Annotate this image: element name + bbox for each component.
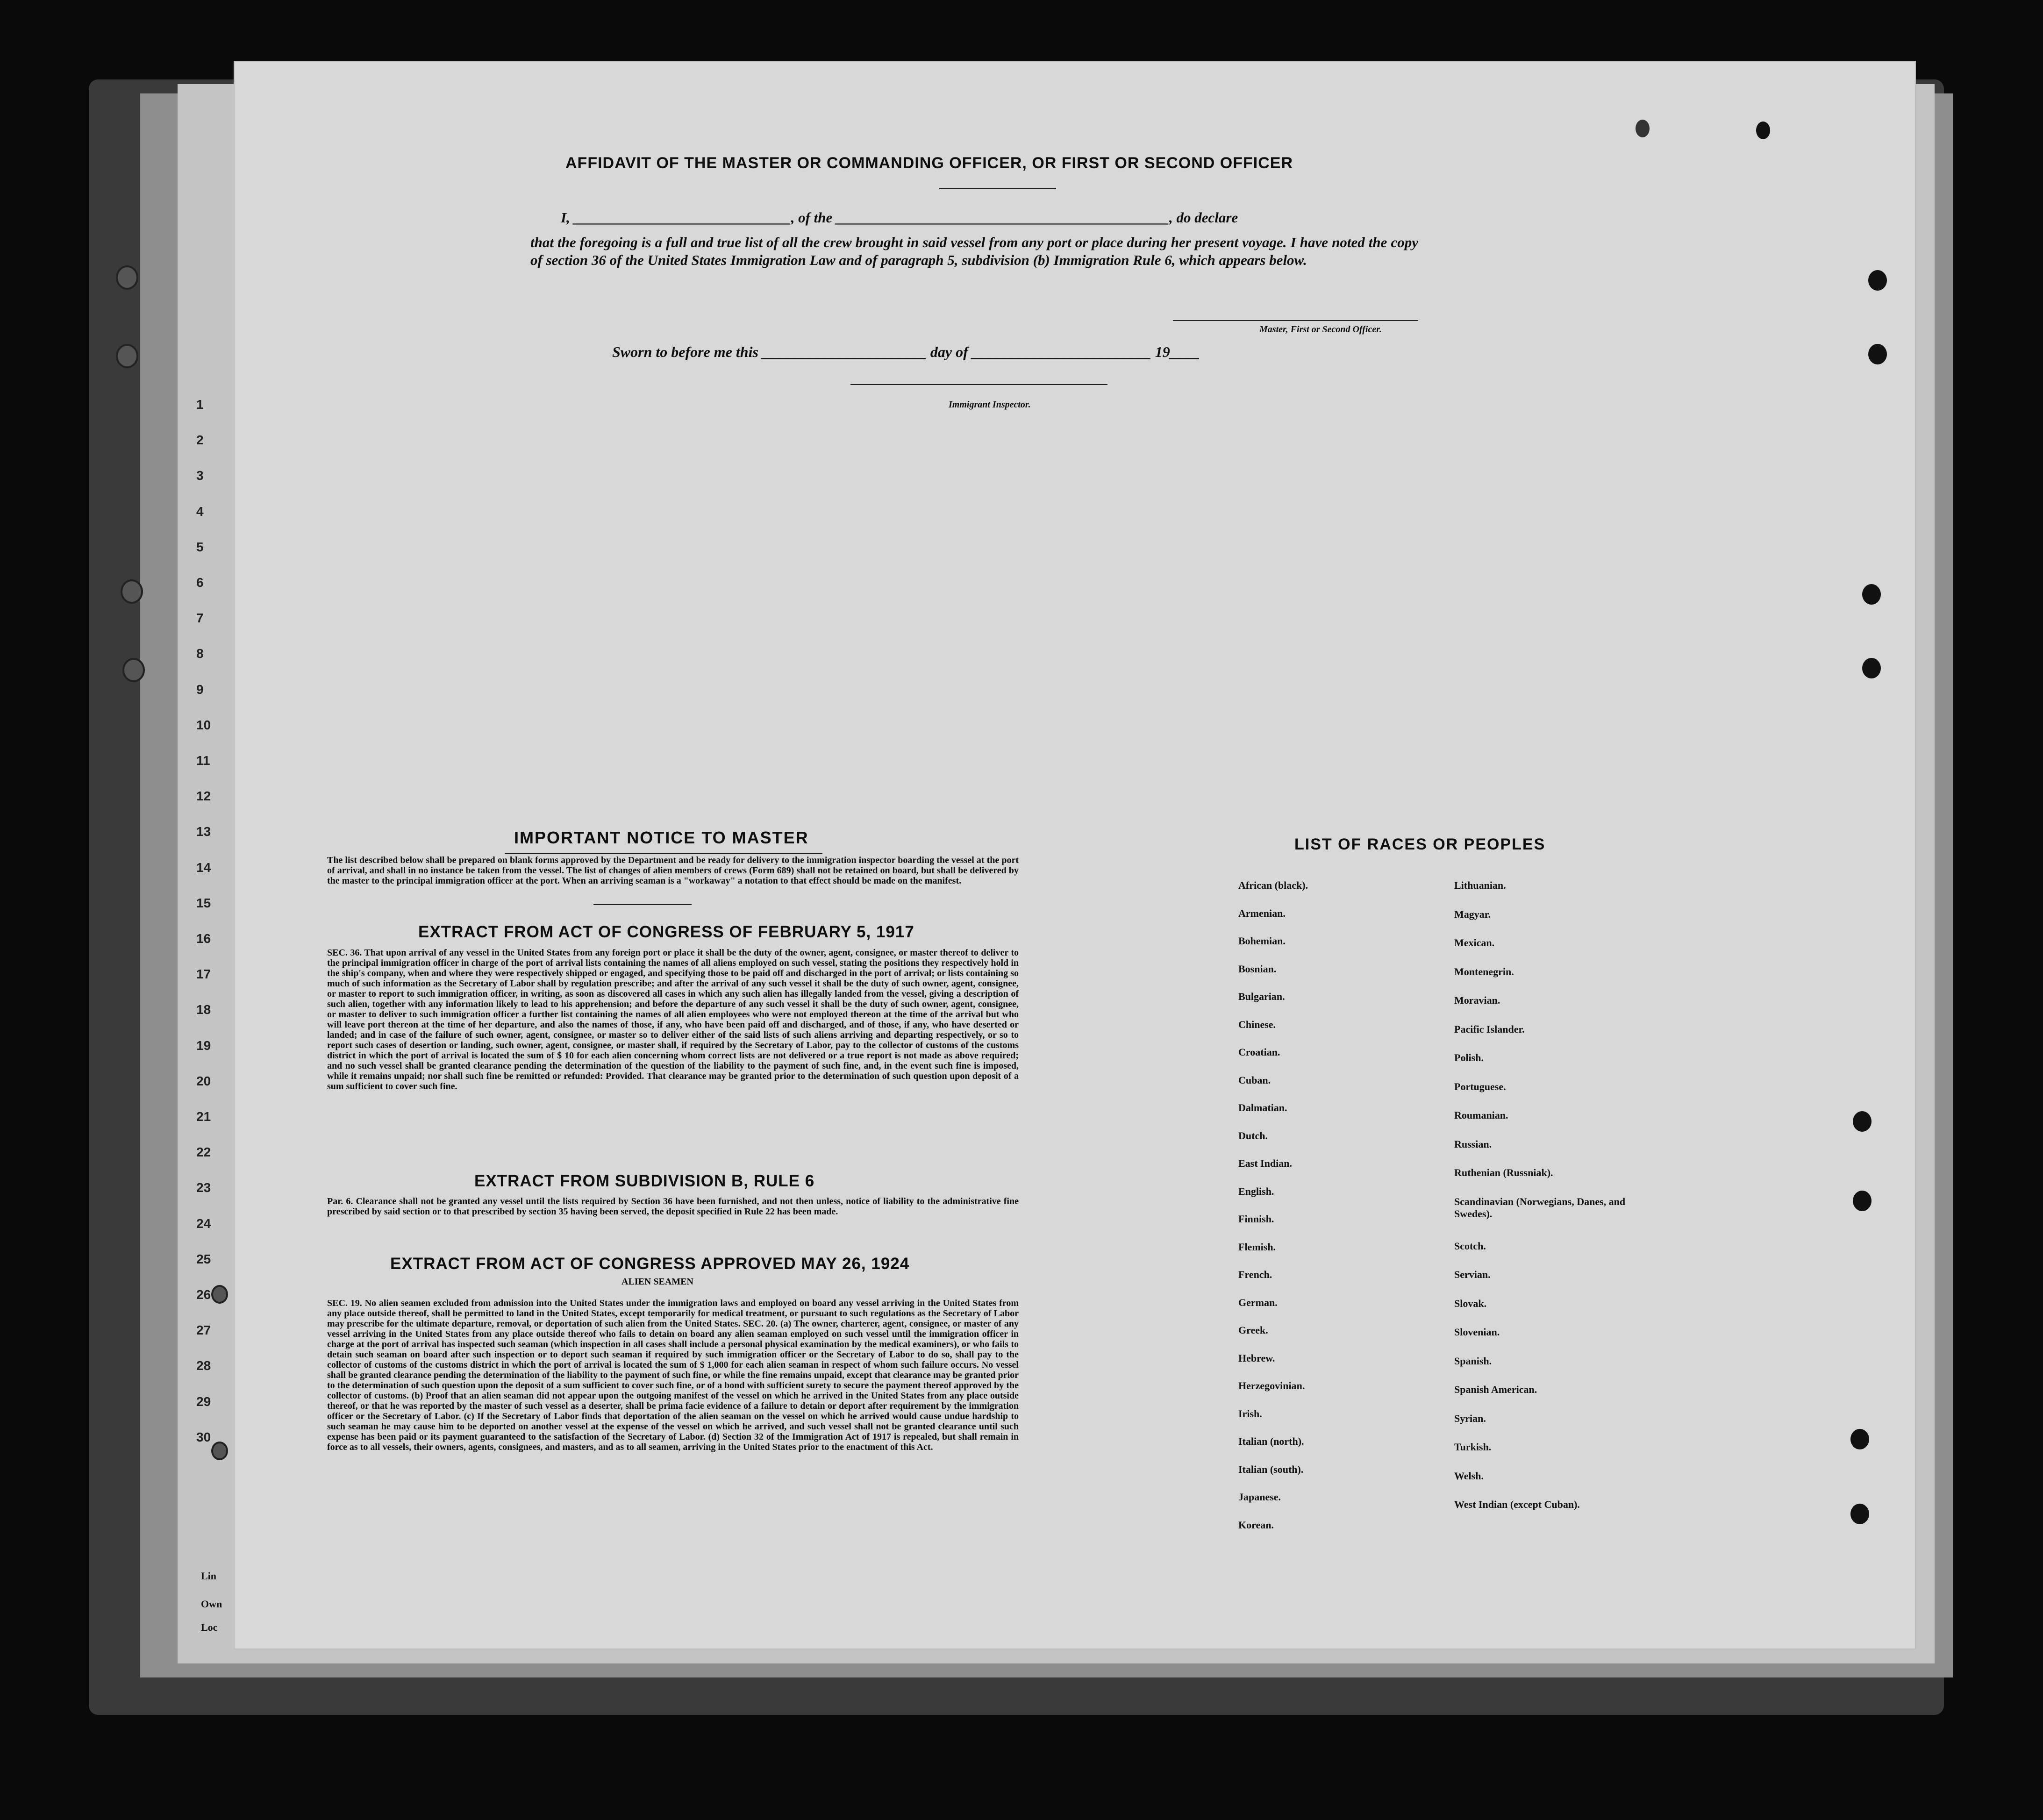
race-item-left: Greek. xyxy=(1238,1324,1268,1336)
race-item-left: Croatian. xyxy=(1238,1046,1280,1058)
row-number: 26 xyxy=(196,1287,211,1302)
row-number: 3 xyxy=(196,468,204,483)
race-item-left: Bosnian. xyxy=(1238,963,1277,975)
row-number: 12 xyxy=(196,789,211,804)
row-number: 19 xyxy=(196,1038,211,1053)
race-item-left: Bohemian. xyxy=(1238,935,1286,947)
race-item-right: Scotch. xyxy=(1454,1240,1486,1252)
extract-rule6-body: Par. 6. Clearance shall not be granted any vessel until the lists required by Section 36 have been furnished, and not then unless, notice of liability to the administrative fine prescribed by said section or to that prescribed by section 35 having been served, the deposit specified in Rule 22 has been made. xyxy=(327,1196,1019,1217)
binder-hole-icon xyxy=(1868,344,1887,364)
race-item-right: Moravian. xyxy=(1454,994,1500,1006)
race-item-right: Ruthenian (Russniak). xyxy=(1454,1167,1553,1178)
row-number: 7 xyxy=(196,611,204,626)
inspector-signature-line xyxy=(850,384,1107,385)
punch-hole-icon xyxy=(1636,120,1650,137)
race-item-left: French. xyxy=(1238,1269,1272,1280)
race-item-left: Cuban. xyxy=(1238,1074,1271,1086)
race-item-left: Armenian. xyxy=(1238,907,1286,919)
race-item-right: Syrian. xyxy=(1454,1412,1486,1424)
notice-divider xyxy=(593,904,692,905)
race-item-left: English. xyxy=(1238,1185,1274,1197)
binder-hole-icon xyxy=(1853,1191,1872,1211)
binder-hole-icon xyxy=(116,344,138,368)
race-item-right: Montenegrin. xyxy=(1454,965,1514,978)
notice-title: IMPORTANT NOTICE TO MASTER xyxy=(514,828,809,847)
race-item-left: Italian (north). xyxy=(1238,1435,1304,1447)
inspector-label: Immigrant Inspector. xyxy=(949,400,1031,410)
race-item-left: Dutch. xyxy=(1238,1129,1268,1142)
notice-body: The list described below shall be prepared on blank forms approved by the Department and be ready for delivery to the immigration inspector boarding the vessel at the port of arrival, and shall in no instance be taken from the vessel. The list of changes of alien members of crews (Form 689) shall not be retained on board, but shall be delivered by the master to the principal immigration officer at the port. When an arriving seaman is a "workaway" a notation to that effect should be made on the manifest. xyxy=(327,855,1019,886)
binder-hole-icon xyxy=(1868,270,1887,291)
extract-1917-body: SEC. 36. That upon arrival of any vessel in the United States from any foreign port or place it shall be the duty of the owner, agent, consignee, or master thereof to deliver to the principal immigration officer in charge of the port of arrival lists containing the names of all aliens employed on such vessel, stating the positions they respectively hold in the ship's company, when and where they were respectively shipped or engaged, and specifying those to be paid off and discharged in the port of arrival; or lists containing so much of such information as the Secretary of Labor shall by regulation prescribe; and after the arrival of any such vessel it shall be the duty of such owner, agent, consignee, or master to report to such immigration officer, in writing, as soon as discovered all cases in which any such alien has illegally landed from the vessel, giving a description of such alien, together with any information likely to lead to his apprehension; and before the departure of any such vessel it shall be the duty of such owner, agent, consignee, or master to deliver to such immigration officer a further list containing the names of all alien employees who were not employed thereon at the time of the arrival but who will leave port thereon at the time of her departure, and also the names of those, if any, who have been paid off and discharged, and of those, if any, who have deserted or landed; and in case of the failure of such owner, agent, consignee, or master so to deliver either of the said lists of such aliens arriving and departing respectively, or so to report such cases of desertion or landing, such owner, agent, consignee, or master shall, if required by the Secretary of Labor, pay to the collector of customs of the customs district in which the port of arrival is located the sum of $ 10 for each alien concerning whom correct lists are not delivered or a true report is not made as above required; and no such vessel shall be granted clearance pending the determination of the question of the liability to the payment of such fine, and, in the event such fine is imposed, while it remains unpaid; nor shall such fine be remitted or refunded: Provided. That clearance may be granted prior to the determination of such question upon deposit of a sum sufficient to cover such fine. xyxy=(327,948,1019,1092)
row-number: 4 xyxy=(196,504,204,519)
race-item-right: Pacific Islander. xyxy=(1454,1023,1525,1035)
race-item-left: Chinese. xyxy=(1238,1018,1276,1030)
race-item-right: Russian. xyxy=(1454,1138,1492,1150)
binder-hole-icon xyxy=(1850,1429,1869,1449)
row-number: 8 xyxy=(196,646,204,661)
race-item-left: German. xyxy=(1238,1296,1278,1308)
row-number: 27 xyxy=(196,1323,211,1338)
race-item-left: Hebrew. xyxy=(1238,1352,1275,1364)
race-item-left: Bulgarian. xyxy=(1238,991,1285,1002)
row-number: 17 xyxy=(196,967,211,982)
race-item-right: West Indian (except Cuban). xyxy=(1454,1499,1580,1511)
punch-hole-icon xyxy=(1756,121,1770,139)
row-number: 18 xyxy=(196,1002,211,1017)
binder-hole-icon xyxy=(211,1442,228,1460)
title-underline xyxy=(939,188,1056,189)
row-number: 10 xyxy=(196,717,211,732)
underlying-row-numbers xyxy=(196,397,234,1612)
extract-1924-subtitle: ALIEN SEAMEN xyxy=(621,1277,693,1287)
extract-rule6-title: EXTRACT FROM SUBDIVISION B, RULE 6 xyxy=(474,1172,815,1190)
race-item-left: African (black). xyxy=(1238,879,1308,891)
binder-hole-icon xyxy=(1862,584,1881,605)
sworn-line: Sworn to before me this ______________________ day of ________________________ 19____ xyxy=(612,343,1200,360)
notice-underline xyxy=(505,853,822,854)
race-item-right: Servian. xyxy=(1454,1269,1491,1281)
binder-hole-icon xyxy=(121,579,143,604)
row-number: 15 xyxy=(196,895,211,910)
row-number: 11 xyxy=(196,753,210,768)
race-item-right: Spanish American. xyxy=(1454,1384,1537,1396)
row-number: 30 xyxy=(196,1429,211,1444)
race-item-right: Lithuanian. xyxy=(1454,879,1506,891)
extract-1924-title: EXTRACT FROM ACT OF CONGRESS APPROVED MAY 26, 1924 xyxy=(390,1255,910,1273)
race-item-right: Welsh. xyxy=(1454,1470,1484,1482)
affidavit-title: AFFIDAVIT OF THE MASTER OR COMMANDING OFFICER, OR FIRST OR SECOND OFFICER xyxy=(565,154,1293,172)
binder-hole-icon xyxy=(1862,658,1881,678)
row-number: 5 xyxy=(196,539,204,554)
row-number: 2 xyxy=(196,433,204,448)
extract-1924-body: SEC. 19. No alien seamen excluded from admission into the United States under the immigration laws and employed on board any vessel arriving in the United States from any place outside thereof, shall be permitted to land in the United States, except temporarily for medical treatment, or pursuant to such regulations as the Secretary of Labor may prescribe for the ultimate departure, removal, or deportation of such alien from the United States. SEC. 20. (a) The owner, charterer, agent, consignee, or master of any vessel arriving in the United States from any place outside thereof who fails to detain on board any alien seaman employed on such vessel until the immigration officer in charge at the port of arrival has inspected such seaman (which inspection in all cases shall include a personal physical examination by the medical examiners), or who fails to detain such seaman on board after such inspection or to deport such seaman if required by such immigration officer or the Secretary of Labor to do so, shall pay to the collector of customs of the customs district in which the port of arrival is located the sum of $ 1,000 for each alien seaman in respect of whom such failure occurs. No vessel shall be granted clearance pending the determination of the liability to the payment of such fine, or while the fine remains unpaid, except that clearance may be granted prior to the determination of such question upon the deposit of a sum sufficient to cover such fine, or of a bond with sufficient surety to secure the payment thereof approved by the collector of customs. (b) Proof that an alien seaman did not appear upon the outgoing manifest of the vessel on which he arrived in the United States from any place outside thereof, or that he was reported by the master of such vessel as a deserter, shall be prima facie evidence of a failure to detain or deport after requirement by the immigration officer or the Secretary of Labor. (c) If the Secretary of Labor finds that deportation of the alien seaman on the vessel on which he arrived would cause undue hardship to such seaman he may cause him to be deported on another vessel at the expense of the vessel on which he arrived, and such vessel shall not be granted clearance until such expense has been paid or its payment guaranteed to the satisfaction of the Secretary of Labor. (d) Section 32 of the Immigration Act of 1917 is repealed, but shall remain in force as to all vessels, their owners, agents, consignees, and masters, and as to all seamen, arriving in the United States prior to the enactment of this Act. xyxy=(327,1298,1019,1452)
affidavit-body: that the foregoing is a full and true list of all the crew brought in said vessel from any port or place during her present voyage. I have noted the copy of section 36 of the United States Immigration Law and of paragraph 5, subdivision (b) Immigration Rule 6, which appears below. xyxy=(530,234,1418,268)
binder-hole-icon xyxy=(211,1285,228,1304)
margin-label-line: Lin xyxy=(201,1570,217,1582)
race-item-right: Spanish. xyxy=(1454,1355,1492,1367)
row-number: 14 xyxy=(196,860,211,875)
margin-label-owner: Own xyxy=(201,1598,222,1610)
race-item-left: Herzegovinian. xyxy=(1238,1380,1305,1392)
binder-hole-icon xyxy=(116,265,138,290)
race-item-right: Roumanian. xyxy=(1454,1109,1508,1121)
race-item-right: Magyar. xyxy=(1454,908,1491,920)
binder-hole-icon xyxy=(1850,1504,1869,1524)
binder-hole-icon xyxy=(122,658,145,682)
row-number: 29 xyxy=(196,1394,211,1409)
binder-hole-icon xyxy=(1853,1111,1872,1132)
race-item-right: Slovak. xyxy=(1454,1297,1487,1309)
declaration-line: I, ______________________________, of the ______________________________________________, do declare xyxy=(561,209,1238,226)
race-item-right: Turkish. xyxy=(1454,1441,1492,1453)
row-number: 22 xyxy=(196,1145,211,1160)
master-signature-label: Master, First or Second Officer. xyxy=(1259,324,1382,335)
row-number: 13 xyxy=(196,824,211,839)
margin-label-loc: Loc xyxy=(201,1621,218,1633)
race-item-right: Portuguese. xyxy=(1454,1080,1506,1092)
row-number: 20 xyxy=(196,1073,211,1088)
row-number: 23 xyxy=(196,1180,211,1195)
race-item-right: Slovenian. xyxy=(1454,1326,1500,1338)
races-title: LIST OF RACES OR PEOPLES xyxy=(1294,835,1546,853)
race-item-left: Italian (south). xyxy=(1238,1463,1304,1475)
row-number: 21 xyxy=(196,1109,211,1124)
row-number: 25 xyxy=(196,1251,211,1266)
row-number: 24 xyxy=(196,1216,211,1231)
race-item-right: Mexican. xyxy=(1454,937,1495,949)
signature-line xyxy=(1173,320,1418,321)
race-item-left: Korean. xyxy=(1238,1519,1274,1531)
race-item-left: Japanese. xyxy=(1238,1491,1281,1503)
row-number: 9 xyxy=(196,682,204,697)
race-item-left: Flemish. xyxy=(1238,1241,1276,1253)
race-item-left: Finnish. xyxy=(1238,1213,1274,1225)
row-number: 6 xyxy=(196,575,204,590)
race-item-left: East Indian. xyxy=(1238,1157,1292,1169)
race-item-left: Dalmatian. xyxy=(1238,1102,1287,1113)
extract-1917-title: EXTRACT FROM ACT OF CONGRESS OF FEBRUARY 5, 1917 xyxy=(418,923,914,941)
row-number: 1 xyxy=(196,397,204,412)
race-item-left: Irish. xyxy=(1238,1407,1262,1420)
race-item-right: Scandinavian (Norwegians, Danes, and Swedes). xyxy=(1454,1195,1626,1220)
row-number: 28 xyxy=(196,1358,211,1373)
row-number: 16 xyxy=(196,931,211,946)
race-item-right: Polish. xyxy=(1454,1052,1484,1063)
